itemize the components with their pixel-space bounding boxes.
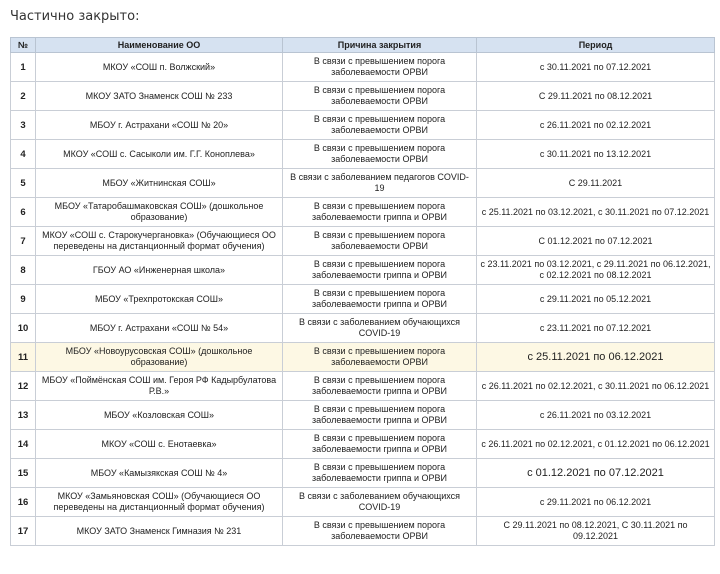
cell-period: с 23.11.2021 по 03.12.2021, с 29.11.2021 по 06.12.2021, с 02.12.2021 по 08.12.2021 bbox=[477, 256, 715, 285]
cell-school-name: МБОУ «Трехпротокская СОШ» bbox=[36, 285, 283, 314]
cell-number: 17 bbox=[11, 517, 36, 546]
cell-closure-reason: В связи с превышением порога заболеваемости гриппа и ОРВИ bbox=[283, 256, 477, 285]
table-row bbox=[11, 488, 715, 517]
cell-number: 12 bbox=[11, 372, 36, 401]
cell-school-name: ГБОУ АО «Инженерная школа» bbox=[36, 256, 283, 285]
cell-closure-reason: В связи с превышением порога заболеваемости гриппа и ОРВИ bbox=[283, 372, 477, 401]
col-header-number: № bbox=[11, 38, 36, 53]
cell-school-name: МБОУ г. Астрахани «СОШ № 20» bbox=[36, 111, 283, 140]
cell-school-name: МКОУ «Замьяновская СОШ» (Обучающиеся ОО переведены на дистанционный формат обучения) bbox=[36, 488, 283, 517]
cell-period: С 01.12.2021 по 07.12.2021 bbox=[477, 227, 715, 256]
table-header-row bbox=[11, 38, 715, 53]
table-row bbox=[11, 372, 715, 401]
cell-number: 4 bbox=[11, 140, 36, 169]
table-row bbox=[11, 343, 715, 372]
table-row bbox=[11, 256, 715, 285]
cell-number: 16 bbox=[11, 488, 36, 517]
cell-closure-reason: В связи с превышением порога заболеваемости гриппа и ОРВИ bbox=[283, 285, 477, 314]
cell-closure-reason: В связи с превышением порога заболеваемости гриппа и ОРВИ bbox=[283, 459, 477, 488]
cell-number: 9 bbox=[11, 285, 36, 314]
table-row bbox=[11, 198, 715, 227]
cell-period: с 26.11.2021 по 02.12.2021, с 01.12.2021 по 06.12.2021 bbox=[477, 430, 715, 459]
cell-period: с 30.11.2021 по 13.12.2021 bbox=[477, 140, 715, 169]
cell-period: с 29.11.2021 по 05.12.2021 bbox=[477, 285, 715, 314]
cell-closure-reason: В связи с превышением порога заболеваемости ОРВИ bbox=[283, 343, 477, 372]
cell-school-name: МКОУ «СОШ с. Сасыколи им. Г.Г. Коноплева» bbox=[36, 140, 283, 169]
table-row bbox=[11, 285, 715, 314]
cell-period: с 25.11.2021 по 06.12.2021 bbox=[477, 343, 715, 372]
cell-school-name: МБОУ «Новоурусовская СОШ» (дошкольное образование) bbox=[36, 343, 283, 372]
cell-closure-reason: В связи с превышением порога заболеваемости ОРВИ bbox=[283, 53, 477, 82]
cell-school-name: МБОУ «Козловская СОШ» bbox=[36, 401, 283, 430]
cell-period: с 26.11.2021 по 03.12.2021 bbox=[477, 401, 715, 430]
cell-number: 11 bbox=[11, 343, 36, 372]
table-row bbox=[11, 227, 715, 256]
cell-number: 5 bbox=[11, 169, 36, 198]
cell-number: 13 bbox=[11, 401, 36, 430]
cell-closure-reason: В связи с заболеванием обучающихся COVID-19 bbox=[283, 488, 477, 517]
cell-closure-reason: В связи с превышением порога заболеваемости ОРВИ bbox=[283, 82, 477, 111]
cell-school-name: МКОУ «СОШ п. Волжский» bbox=[36, 53, 283, 82]
cell-closure-reason: В связи с превышением порога заболеваемости гриппа и ОРВИ bbox=[283, 198, 477, 227]
section-heading: Частично закрыто: bbox=[10, 9, 140, 24]
cell-number: 14 bbox=[11, 430, 36, 459]
table-row bbox=[11, 82, 715, 111]
cell-number: 1 bbox=[11, 53, 36, 82]
cell-period: с 30.11.2021 по 07.12.2021 bbox=[477, 53, 715, 82]
table-row bbox=[11, 459, 715, 488]
cell-closure-reason: В связи с превышением порога заболеваемости ОРВИ bbox=[283, 517, 477, 546]
cell-school-name: МБОУ «Житнинская СОШ» bbox=[36, 169, 283, 198]
cell-period: с 23.11.2021 по 07.12.2021 bbox=[477, 314, 715, 343]
cell-closure-reason: В связи с превышением порога заболеваемости ОРВИ bbox=[283, 140, 477, 169]
cell-school-name: МБОУ «Поймёнская СОШ им. Героя РФ Кадырбулатова Р.В.» bbox=[36, 372, 283, 401]
table-row bbox=[11, 430, 715, 459]
cell-number: 3 bbox=[11, 111, 36, 140]
cell-school-name: МКОУ ЗАТО Знаменск СОШ № 233 bbox=[36, 82, 283, 111]
cell-period: С 29.11.2021 по 08.12.2021 bbox=[477, 82, 715, 111]
cell-school-name: МКОУ «СОШ с. Старокучергановка» (Обучающиеся ОО переведены на дистанционный формат обучения) bbox=[36, 227, 283, 256]
cell-school-name: МБОУ «Татаробашмаковская СОШ» (дошкольное образование) bbox=[36, 198, 283, 227]
cell-number: 2 bbox=[11, 82, 36, 111]
cell-period: с 25.11.2021 по 03.12.2021, с 30.11.2021 по 07.12.2021 bbox=[477, 198, 715, 227]
cell-number: 8 bbox=[11, 256, 36, 285]
cell-number: 7 bbox=[11, 227, 36, 256]
cell-period: с 26.11.2021 по 02.12.2021, с 30.11.2021 по 06.12.2021 bbox=[477, 372, 715, 401]
table-row bbox=[11, 169, 715, 198]
cell-number: 10 bbox=[11, 314, 36, 343]
table-row bbox=[11, 401, 715, 430]
cell-period: с 29.11.2021 по 06.12.2021 bbox=[477, 488, 715, 517]
col-header-reason: Причина закрытия bbox=[283, 38, 477, 53]
table-row bbox=[11, 314, 715, 343]
table-row bbox=[11, 140, 715, 169]
table-row bbox=[11, 111, 715, 140]
cell-school-name: МКОУ «СОШ с. Енотаевка» bbox=[36, 430, 283, 459]
cell-period: С 29.11.2021 bbox=[477, 169, 715, 198]
cell-closure-reason: В связи с превышением порога заболеваемости гриппа и ОРВИ bbox=[283, 401, 477, 430]
cell-period: с 01.12.2021 по 07.12.2021 bbox=[477, 459, 715, 488]
cell-closure-reason: В связи с превышением порога заболеваемости гриппа и ОРВИ bbox=[283, 430, 477, 459]
closures-table bbox=[10, 37, 715, 546]
cell-school-name: МБОУ г. Астрахани «СОШ № 54» bbox=[36, 314, 283, 343]
cell-number: 15 bbox=[11, 459, 36, 488]
cell-number: 6 bbox=[11, 198, 36, 227]
cell-closure-reason: В связи с превышением порога заболеваемости ОРВИ bbox=[283, 227, 477, 256]
cell-school-name: МКОУ ЗАТО Знаменск Гимназия № 231 bbox=[36, 517, 283, 546]
cell-period: С 29.11.2021 по 08.12.2021, С 30.11.2021 по 09.12.2021 bbox=[477, 517, 715, 546]
cell-closure-reason: В связи с заболеванием обучающихся COVID-19 bbox=[283, 314, 477, 343]
cell-closure-reason: В связи с заболеванием педагогов COVID-19 bbox=[283, 169, 477, 198]
cell-school-name: МБОУ «Камызякская СОШ № 4» bbox=[36, 459, 283, 488]
table-row bbox=[11, 517, 715, 546]
col-header-name: Наименование ОО bbox=[36, 38, 283, 53]
table-row bbox=[11, 53, 715, 82]
col-header-period: Период bbox=[477, 38, 715, 53]
cell-period: с 26.11.2021 по 02.12.2021 bbox=[477, 111, 715, 140]
cell-closure-reason: В связи с превышением порога заболеваемости ОРВИ bbox=[283, 111, 477, 140]
